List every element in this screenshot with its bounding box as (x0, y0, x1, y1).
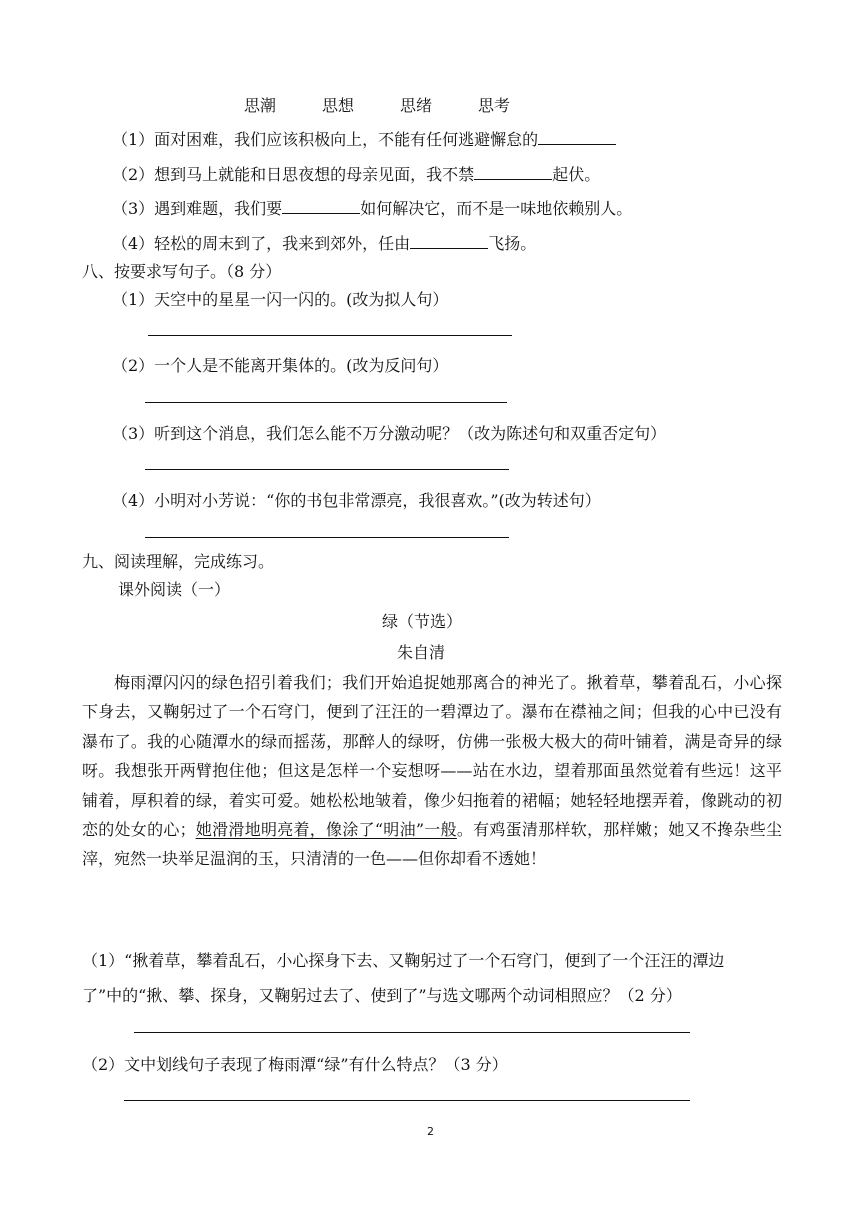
reading-passage (82, 668, 782, 874)
word-option: 思考 (478, 96, 511, 115)
question-text: （3）遇到难题，我们要 (112, 199, 283, 218)
answer-blank[interactable] (282, 197, 360, 214)
question-text: （4）轻松的周末到了，我来到郊外，任由 (112, 234, 411, 253)
underlined-sentence: 她滑滑地明亮着，像涂了“明油”一般 (195, 820, 457, 840)
fill-question-4 (112, 231, 536, 254)
question-text: 起伏。 (552, 165, 601, 184)
section-9-title: 九、阅读理解，完成练习。 (82, 552, 275, 571)
rewrite-question-1: （1）天空中的星星一闪一闪的。(改为拟人句） (112, 290, 449, 309)
fill-question-2 (112, 162, 600, 185)
answer-line[interactable] (134, 1032, 690, 1033)
question-text: （2）想到马上就能和日思夜想的母亲见面，我不禁 (112, 165, 475, 184)
answer-line[interactable] (145, 469, 509, 470)
question-text: 如何解决它，而不是一味地依赖别人。 (360, 199, 633, 218)
passage-text: 。有鸡蛋清那样软，那样嫩；她又不搀杂些尘滓，宛然一块举足温润的玉，只清清的一色——但你却看不透她！ (82, 820, 782, 869)
reading-question-1-line1: （1）“揪着草，攀着乱石，小心探身下去、又鞠躬过了一个石穹门，便到了一个汪汪的潭边 (82, 951, 725, 970)
passage-text: 梅雨潭闪闪的绿色招引着我们；我们开始追捉她那离合的神光了。揪着草，攀着乱石，小心探下身去，又鞠躬过了一个石穹门，便到了汪汪的一碧潭边了。瀑布在襟袖之间；但我的心中已没有瀑布了。我的心随潭水的绿而摇荡，那醉人的绿呀，仿佛一张极大极大的荷叶铺着，满是奇异的绿呀。我想张开两臂抱住他；但这是怎样一个妄想呀——站在水边，望着那面虽然觉着有些远！这平铺着，厚积着的绿，着实可爱。她松松地皱着，像少妇拖着的裙幅；她轻轻地摆弄着，像跳动的初恋的处女的心； (82, 673, 782, 840)
rewrite-question-3: （3）听到这个消息，我们怎么能不万分激动呢？（改为陈述句和双重否定句） (112, 424, 667, 443)
answer-blank[interactable] (410, 232, 488, 249)
question-text: 飞扬。 (488, 234, 537, 253)
fill-question-3 (112, 196, 632, 219)
answer-line[interactable] (148, 335, 512, 336)
word-bank (244, 93, 510, 116)
answer-line[interactable] (145, 402, 507, 403)
rewrite-question-4: （4）小明对小芳说：“你的书包非常漂亮，我很喜欢。”(改为转述句） (112, 491, 601, 510)
fill-question-1 (112, 127, 616, 150)
word-option: 思绪 (400, 96, 433, 115)
reading-subtitle: 课外阅读（一） (118, 580, 231, 599)
section-8-title: 八、按要求写句子。（8 分） (82, 262, 282, 281)
answer-line[interactable] (124, 1100, 690, 1101)
page-number: 2 (427, 1125, 434, 1138)
rewrite-question-2: （2）一个人是不能离开集体的。(改为反问句） (112, 356, 449, 375)
answer-blank[interactable] (538, 128, 616, 145)
answer-line[interactable] (145, 537, 509, 538)
word-option: 思潮 (244, 96, 277, 115)
question-text: （1）面对困难，我们应该积极向上，不能有任何逃避懈怠的 (112, 130, 539, 149)
answer-blank[interactable] (474, 163, 552, 180)
article-title: 绿（节选） (382, 612, 463, 631)
article-author: 朱自清 (397, 643, 446, 662)
reading-question-1-line2: 了”中的“揪、攀、探身，又鞠躬过去了、使到了”与选文哪两个动词相照应？（2 分） (82, 986, 682, 1005)
word-option: 思想 (322, 96, 355, 115)
reading-question-2: （2）文中划线句子表现了梅雨潭“绿”有什么特点？（3 分） (82, 1055, 508, 1074)
